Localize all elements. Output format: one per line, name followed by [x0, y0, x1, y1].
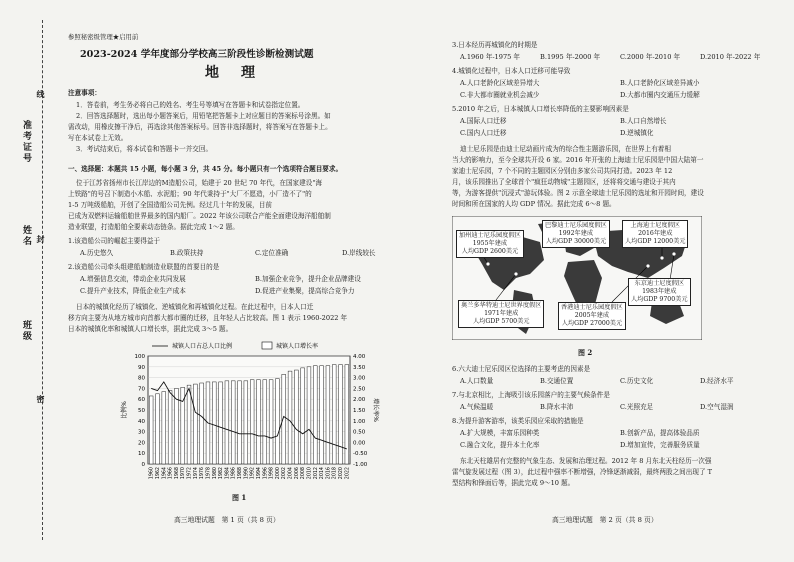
- bar-urban-ratio: [250, 380, 254, 464]
- callout-tokyo: 东京迪士尼度假区 1983年建成 人均GDP 9700美元: [628, 278, 691, 306]
- q8-option-a[interactable]: A.扩大规模，丰富乐园种类: [460, 429, 540, 437]
- x-tick-label: 1980: [212, 467, 218, 480]
- q1-option-c[interactable]: C.定位准确: [255, 249, 289, 257]
- x-tick-label: 1962: [155, 467, 161, 480]
- notice-2: 2．回答选择题时，选出每小题答案后，用铅笔把答题卡上对应题目的答案标号涂黑。如: [76, 112, 331, 120]
- bar-urban-ratio: [219, 382, 223, 464]
- x-tick-label: 1996: [263, 467, 269, 480]
- q2-option-b[interactable]: B.加强企业竞争，提升企业品牌建设: [255, 275, 361, 283]
- q4-option-b[interactable]: B.人口老龄化区域差异减小: [620, 79, 700, 87]
- bar-urban-ratio: [162, 392, 166, 464]
- q4-option-d[interactable]: D.大都市圈内交通压力缓解: [620, 91, 700, 99]
- q8-option-c[interactable]: C.融合文化，提升本土化率: [460, 441, 540, 449]
- callout-california: 加州迪士尼乐园度假区 1955年建成 人均GDP 2600美元: [456, 230, 524, 258]
- callout-hongkong: 香港迪士尼乐园度假区 2005年建成 人均GDP 27000美元: [558, 302, 626, 330]
- left-tick-label: 70: [138, 386, 145, 393]
- notice-2c: 写在本试卷上无效。: [68, 134, 128, 142]
- right-tick-label: 3.50: [353, 364, 366, 371]
- bar-urban-ratio: [231, 381, 235, 464]
- passage4-line1: 东北天柱雄居有完整的气象生态、发展和治理过程。2012 年 8 月东北天柱经历一次强: [460, 457, 712, 465]
- q7-option-b[interactable]: B.降水丰沛: [540, 403, 574, 411]
- left-tick-label: 40: [138, 418, 145, 425]
- q8-option-d[interactable]: D.增加宣传，完善服务质量: [620, 441, 700, 449]
- question-6: 6.六大迪士尼乐园区位选择的主要考虑的因素是: [452, 365, 591, 373]
- x-tick-label: 2006: [294, 467, 300, 480]
- passage3-line6: 时间和所在国家的人均 GDP 情况。据此完成 6～8 题。: [452, 200, 616, 208]
- passage3-line2: 当大的影响力，至今全球共开设 6 家。2016 年开张的上海迪士尼乐园是中国大陆第一: [452, 156, 704, 164]
- q4-option-c[interactable]: C.非大都市圈就业机会减少: [460, 91, 540, 99]
- left-tick-label: 80: [138, 375, 145, 382]
- passage2-line1: 日本的城镇化经历了城镇化、逆城镇化和再城镇化过程。在此过程中，日本人口迁: [76, 303, 314, 311]
- bar-urban-ratio: [156, 394, 160, 464]
- bar-urban-ratio: [269, 380, 273, 464]
- x-tick-label: 1984: [225, 467, 231, 480]
- x-tick-label: 2014: [320, 467, 326, 480]
- q1-option-b[interactable]: B.政策扶持: [170, 249, 204, 257]
- q7-option-d[interactable]: D.空气湿润: [700, 403, 734, 411]
- bar-urban-ratio: [313, 366, 317, 464]
- callout-shanghai: 上海迪士尼度假区 2016年建成 人均GDP 12000美元: [622, 220, 688, 248]
- bar-urban-ratio: [238, 381, 242, 464]
- passage1-line3: 1-5 万吨级船舶，开创了全国造船公司先例。经过几十年的发展，目前: [68, 201, 272, 209]
- bar-urban-ratio: [193, 384, 197, 464]
- x-tick-label: 1972: [187, 467, 193, 480]
- label-exam-number: 准考证号: [21, 120, 31, 164]
- question-5: 5.2010 年之后，日本城镇人口增长率降低的主要影响因素是: [452, 105, 629, 113]
- x-tick-label: 2002: [282, 467, 288, 480]
- left-tick-label: 100: [134, 354, 145, 360]
- bar-urban-ratio: [200, 383, 204, 464]
- passage3-line1: 迪士尼乐园是由迪士尼动画片成为的综合性主题游乐园，在世界上有着相: [460, 145, 671, 153]
- x-tick-label: 2000: [275, 467, 281, 480]
- x-tick-label: 1968: [174, 467, 180, 480]
- bar-urban-ratio: [225, 381, 229, 464]
- left-tick-label: 20: [138, 440, 145, 447]
- bar-urban-ratio: [212, 382, 216, 464]
- subject-title: 地 理: [205, 65, 259, 81]
- passage4-line2: 雷气旋发展过程（图 3），此过程中强率不断增强，冷锋逐渐减弱，最终两股之间出现了 T: [452, 468, 713, 476]
- q2-option-c[interactable]: C.提升产业技术，降低企业生产成本: [80, 287, 186, 295]
- label-name: 姓名: [21, 225, 31, 247]
- x-tick-label: 1976: [200, 467, 206, 480]
- q5-option-d[interactable]: D.逆城镇化: [620, 129, 654, 137]
- bar-urban-ratio: [339, 365, 343, 464]
- q6-option-d[interactable]: D.经济水平: [700, 377, 734, 385]
- figure-2-label: 图 2: [578, 348, 593, 357]
- bar-urban-ratio: [326, 366, 330, 464]
- right-tick-label: -1.00: [353, 462, 368, 468]
- passage3-line3: 家迪士尼乐园，7 个不同的主题园区分别由多家公司共同打造。2023 年 12: [452, 167, 673, 175]
- passage4-line3: 型结构和锋面后等，据此完成 9～10 题。: [452, 479, 575, 487]
- q6-option-a[interactable]: A.人口数量: [460, 377, 494, 385]
- figure-1-label: 图 1: [232, 493, 247, 502]
- question-4: 4.城镇化过程中，日本人口迁移可能导致: [452, 67, 571, 75]
- right-axis-title: 增长率%: [372, 398, 379, 422]
- x-tick-label: 2010: [307, 467, 313, 480]
- x-tick-label: 1970: [181, 467, 187, 480]
- right-tick-label: 1.00: [353, 418, 366, 425]
- bar-urban-ratio: [320, 366, 324, 464]
- right-tick-label: 3.00: [353, 375, 366, 382]
- passage1-line1: 位于江苏省扬州市长江岸边的M造船公司，始建于 20 世纪 70 年代，在国家建设"海: [76, 179, 322, 187]
- x-tick-label: 1966: [168, 467, 174, 480]
- bar-urban-ratio: [257, 380, 261, 464]
- page-2-footer: 高三地理试题 第 2 页（共 8 页）: [552, 516, 658, 524]
- passage3-line4: 月，该乐园推出了全球首个"疯狂动物城"主题园区，还将将交通与建设于其内: [452, 178, 676, 186]
- q8-option-b[interactable]: B.创新产品，提高体验品质: [620, 429, 700, 437]
- right-tick-label: 4.00: [353, 354, 366, 360]
- left-tick-label: 90: [138, 364, 145, 371]
- right-tick-label: 0.50: [353, 429, 366, 436]
- left-tick-label: 50: [138, 408, 145, 414]
- x-tick-label: 1986: [231, 467, 237, 480]
- left-tick-label: 30: [138, 429, 145, 436]
- q5-option-c[interactable]: C.国内人口迁移: [460, 129, 507, 137]
- page-1-footer: 高三地理试题 第 1 页（共 8 页）: [174, 516, 280, 524]
- bar-urban-ratio: [301, 368, 305, 464]
- legend-growth-rate: 城镇人口增长率: [276, 343, 319, 350]
- q1-option-d[interactable]: D.岸线较长: [342, 249, 376, 257]
- left-tick-label: 0: [141, 462, 145, 468]
- x-tick-label: 1988: [238, 467, 244, 480]
- bar-urban-ratio: [307, 367, 311, 464]
- secret-level: 参照秘密级管理★启用前: [68, 33, 139, 41]
- question-3: 3.日本经历再城镇化的时期是: [452, 41, 538, 49]
- x-tick-label: 2012: [313, 467, 319, 480]
- section-1-heading: 一、选择题：本题共 15 小题，每小题 3 分，共 45 分。每小题只有一个选项符合题目要求。: [68, 165, 343, 173]
- bar-urban-ratio: [345, 365, 349, 464]
- q5-option-b[interactable]: B.人口自然增长: [620, 117, 667, 125]
- callout-paris: 巴黎迪士尼乐园度假区 1992年建成 人均GDP 30000美元: [542, 220, 610, 248]
- right-tick-label: 2.50: [353, 386, 366, 393]
- bar-urban-ratio: [149, 396, 153, 464]
- q3-option-a[interactable]: A.1960 年-1975 年: [460, 53, 521, 61]
- x-tick-label: 1978: [206, 467, 212, 480]
- binding-margin: [0, 0, 62, 562]
- bar-urban-ratio: [332, 365, 336, 464]
- x-tick-label: 1974: [193, 467, 199, 480]
- x-tick-label: 2016: [326, 467, 332, 480]
- legend-bar-swatch: [262, 342, 272, 349]
- passage3-line5: 等，为游客提供"沉浸式"游玩体验。图 2 示意全球迪士尼乐园的选址和开园时间，建设: [452, 189, 704, 197]
- right-tick-label: 1.50: [353, 408, 366, 414]
- question-1: 1.该造船公司的崛起主要得益于: [68, 237, 161, 245]
- x-tick-label: 1994: [256, 467, 262, 480]
- x-tick-label: 1998: [269, 467, 275, 480]
- x-tick-label: 1992: [250, 467, 256, 480]
- legend-urban-ratio: 城镇人口占总人口比例: [172, 343, 233, 350]
- bar-urban-ratio: [263, 380, 267, 464]
- passage1-line2: 上铁路"的号召下制造小木船、水泥船；90 年代秉持于"大厂不愿造，小厂造不了"的: [68, 190, 312, 198]
- x-tick-label: 2022: [345, 467, 351, 480]
- label-class: 班级: [21, 320, 31, 342]
- passage2-line3: 日本的城镇化率和城镇人口增长率，据此完成 3～5 题。: [68, 325, 233, 333]
- right-tick-label: 0.00: [353, 440, 366, 447]
- q7-option-a[interactable]: A.气候温暖: [460, 403, 494, 411]
- q3-option-b[interactable]: B.1995 年-2000 年: [540, 53, 601, 61]
- bar-urban-ratio: [276, 379, 280, 464]
- label-mi: 密: [36, 395, 46, 405]
- left-tick-label: 10: [138, 451, 145, 458]
- notice-3: 3．考试结束后，将本试卷和答题卡一并交回。: [76, 145, 213, 153]
- q3-option-c[interactable]: C.2000 年-2010 年: [620, 53, 681, 61]
- label-feng: 封: [36, 235, 46, 245]
- x-tick-label: 2004: [288, 467, 294, 480]
- bar-urban-ratio: [294, 370, 298, 464]
- notice-1: 1．答卷前，考生务必将自己的姓名、考生号等填写在答题卡和试卷指定位置。: [76, 101, 305, 109]
- bar-urban-ratio: [168, 391, 172, 464]
- figure-1-chart: [112, 338, 382, 490]
- question-8: 8.为提升游客游率，该类乐园应采取的措施是: [452, 417, 584, 425]
- label-xian: 线: [36, 90, 46, 100]
- left-axis-title: 比例%: [121, 401, 128, 419]
- q5-option-a[interactable]: A.国际人口迁移: [460, 117, 507, 125]
- question-2: 2.该造船公司牵头组建船舶制造业联盟的首要目的是: [68, 263, 220, 271]
- x-tick-label: 1982: [219, 467, 225, 480]
- q2-option-d[interactable]: D.促进产业集聚，提高综合竞争力: [255, 287, 355, 295]
- bar-urban-ratio: [244, 381, 248, 464]
- q1-option-a[interactable]: A.历史悠久: [80, 249, 114, 257]
- x-tick-label: 2018: [332, 467, 338, 480]
- x-tick-label: 2020: [339, 467, 345, 480]
- q4-option-a[interactable]: A.人口老龄化区域差异增大: [460, 79, 540, 87]
- q6-option-b[interactable]: B.交通位置: [540, 377, 574, 385]
- notice-head: 注意事项：: [68, 89, 101, 97]
- notice-2b: 需改动，用橡皮擦干净后，再选涂其他答案标号。回答非选择题时，将答案写在答题卡上。: [68, 123, 332, 131]
- x-tick-label: 1960: [149, 467, 155, 480]
- x-tick-label: 1990: [244, 467, 250, 480]
- passage1-line5: 造业联盟，打造船舶全要素动态链条。据此完成 1～2 题。: [68, 223, 239, 231]
- exam-title: 2023-2024 学年度部分学校高三阶段性诊断检测试题: [80, 49, 314, 60]
- right-tick-label: 2.00: [353, 397, 366, 404]
- right-tick-label: -0.50: [353, 451, 368, 458]
- q3-option-d[interactable]: D.2010 年-2022 年: [700, 53, 761, 61]
- q7-option-c[interactable]: C.光照充足: [620, 403, 654, 411]
- callout-orlando: 奥兰多华特迪士尼世界度假区 1971年建成 人均GDP 5700美元: [458, 300, 544, 328]
- left-tick-label: 60: [138, 397, 145, 404]
- passage2-line2: 移方向主要为从地方城市向首都大都市圈的迁移，且年轻人占比较高。图 1 表示 1960-2022 年: [68, 314, 348, 322]
- x-tick-label: 1964: [162, 467, 168, 480]
- bar-urban-ratio: [187, 385, 191, 464]
- question-7: 7.与北京相比，上海吸引该乐园落户的主要气候条件是: [452, 391, 610, 399]
- x-tick-label: 2008: [301, 467, 307, 480]
- passage1-line4: 已成为双燃料运输船舶世界最多的国内船厂。2022 年该公司联合产能全面建设海洋船舶制: [68, 212, 331, 220]
- q6-option-c[interactable]: C.历史文化: [620, 377, 654, 385]
- bar-urban-ratio: [288, 371, 292, 464]
- figure-2-map: [452, 216, 702, 340]
- q2-option-a[interactable]: A.增强信息交流，带动企业共同发展: [80, 275, 186, 283]
